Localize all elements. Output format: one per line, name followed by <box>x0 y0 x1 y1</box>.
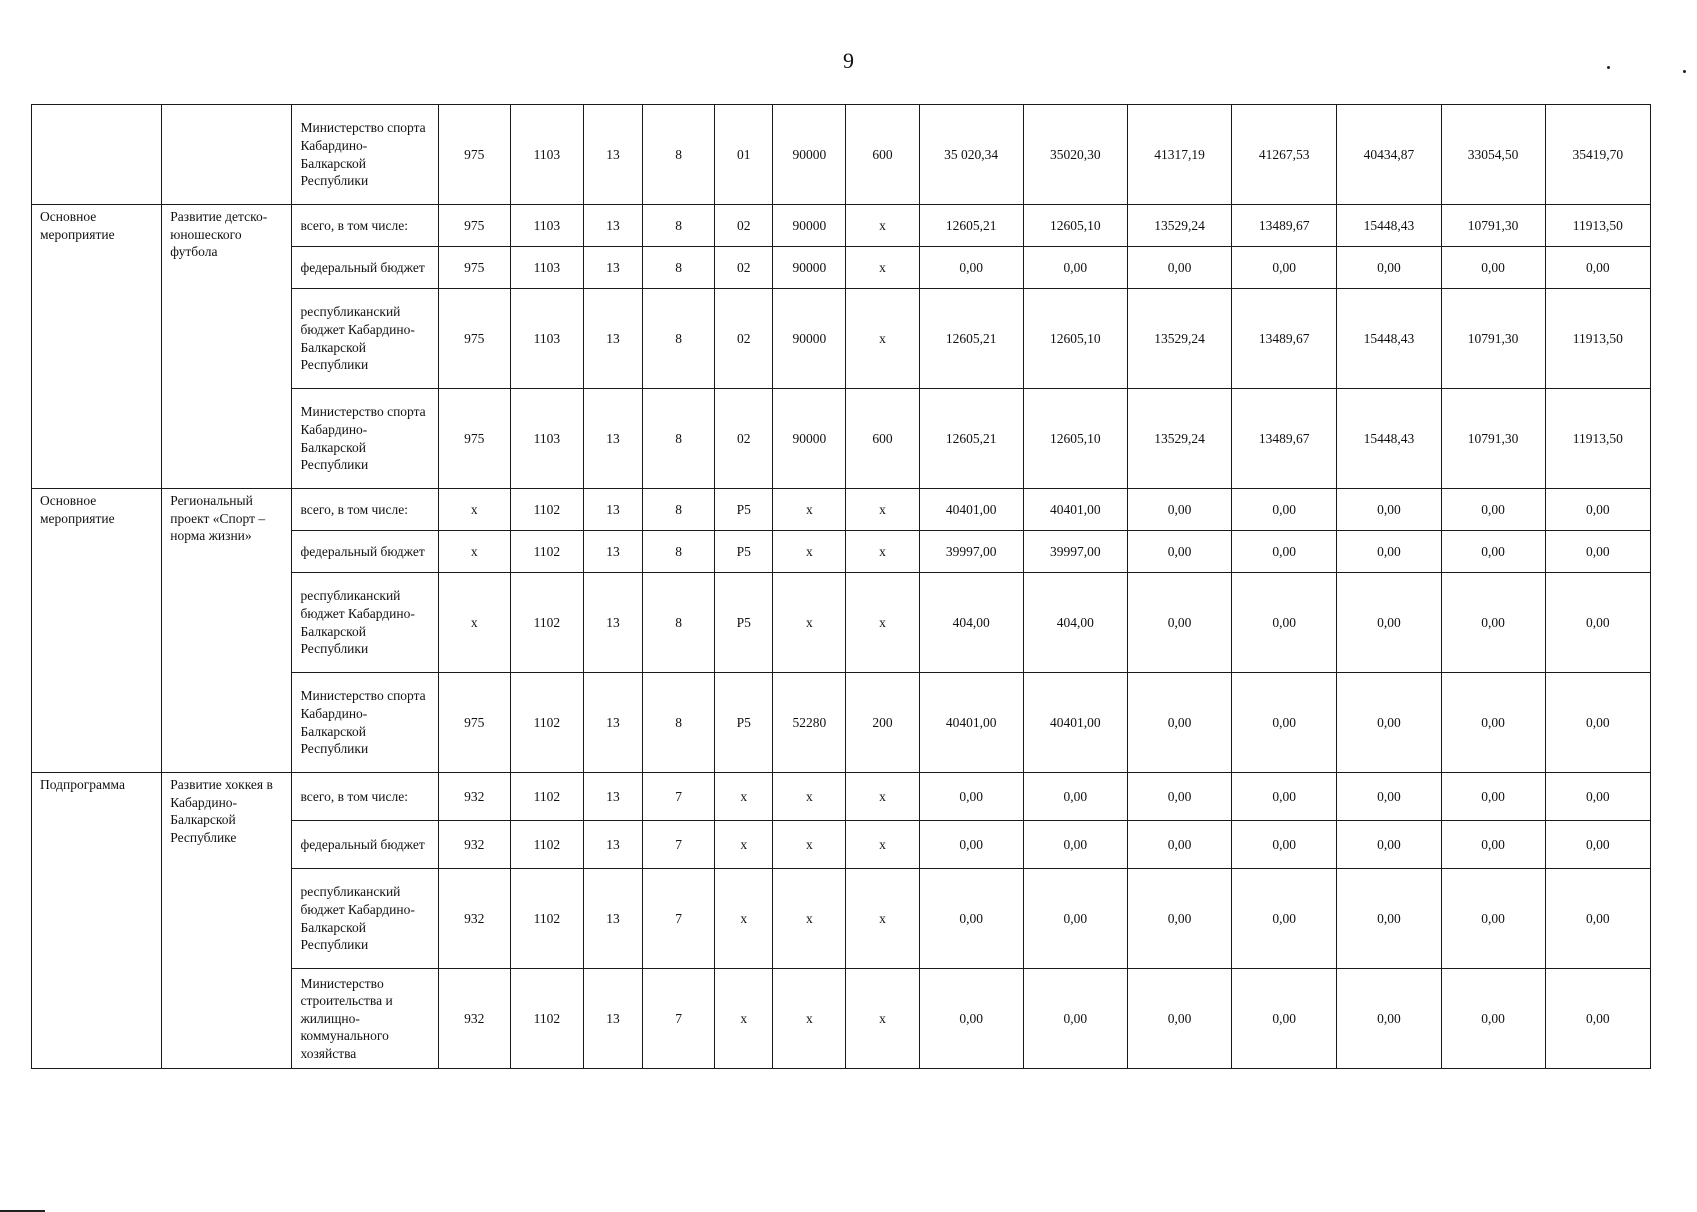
code-cell: 1103 <box>510 247 583 289</box>
amount-cell: 0,00 <box>1441 573 1545 673</box>
amount-cell: 0,00 <box>1127 247 1231 289</box>
funding-source-cell: республиканский бюджет Кабардино-Балкарской Республики <box>292 869 438 969</box>
amount-cell: 41317,19 <box>1127 105 1231 205</box>
code-cell: 932 <box>438 821 510 869</box>
code-cell: Р5 <box>715 673 773 773</box>
code-cell: х <box>773 573 846 673</box>
code-cell: х <box>715 969 773 1069</box>
funding-source-cell: всего, в том числе: <box>292 489 438 531</box>
code-cell: Р5 <box>715 531 773 573</box>
code-cell: 600 <box>846 389 919 489</box>
code-cell: 02 <box>715 247 773 289</box>
amount-cell: 0,00 <box>1127 489 1231 531</box>
code-cell: 13 <box>583 389 642 489</box>
funding-source-cell: всего, в том числе: <box>292 773 438 821</box>
amount-cell: 0,00 <box>1545 673 1650 773</box>
scan-speck <box>1607 66 1610 69</box>
amount-cell: 0,00 <box>919 869 1023 969</box>
code-cell: 8 <box>643 247 715 289</box>
amount-cell: 41267,53 <box>1232 105 1337 205</box>
code-cell: 90000 <box>773 105 846 205</box>
code-cell: 90000 <box>773 205 846 247</box>
amount-cell: 404,00 <box>1023 573 1127 673</box>
amount-cell: 0,00 <box>1232 821 1337 869</box>
code-cell: 02 <box>715 289 773 389</box>
code-cell: 1103 <box>510 205 583 247</box>
amount-cell: 15448,43 <box>1337 289 1441 389</box>
amount-cell: 40434,87 <box>1337 105 1441 205</box>
amount-cell: 12605,10 <box>1023 389 1127 489</box>
group-type-cell: Основное мероприятие <box>32 205 162 489</box>
amount-cell: 0,00 <box>1441 821 1545 869</box>
amount-cell: 0,00 <box>1441 673 1545 773</box>
code-cell: 7 <box>643 821 715 869</box>
amount-cell: 12605,10 <box>1023 289 1127 389</box>
code-cell: 1102 <box>510 773 583 821</box>
amount-cell: 0,00 <box>1127 773 1231 821</box>
code-cell: х <box>846 489 919 531</box>
amount-cell: 0,00 <box>1232 673 1337 773</box>
code-cell: 975 <box>438 673 510 773</box>
code-cell: 90000 <box>773 389 846 489</box>
code-cell: 8 <box>643 573 715 673</box>
group-name-cell <box>162 105 292 205</box>
code-cell: х <box>715 821 773 869</box>
code-cell: 1102 <box>510 573 583 673</box>
code-cell: х <box>438 531 510 573</box>
amount-cell: 11913,50 <box>1545 289 1650 389</box>
amount-cell: 0,00 <box>1441 247 1545 289</box>
code-cell: х <box>846 821 919 869</box>
code-cell: Р5 <box>715 573 773 673</box>
amount-cell: 0,00 <box>1127 573 1231 673</box>
amount-cell: 0,00 <box>1232 869 1337 969</box>
amount-cell: 0,00 <box>1232 531 1337 573</box>
amount-cell: 0,00 <box>1545 573 1650 673</box>
code-cell: 13 <box>583 105 642 205</box>
amount-cell: 0,00 <box>1127 821 1231 869</box>
code-cell: 02 <box>715 205 773 247</box>
amount-cell: 0,00 <box>1337 673 1441 773</box>
code-cell: 8 <box>643 389 715 489</box>
amount-cell: 0,00 <box>1545 821 1650 869</box>
code-cell: 8 <box>643 105 715 205</box>
code-cell: 975 <box>438 205 510 247</box>
code-cell: 13 <box>583 773 642 821</box>
amount-cell: 12605,10 <box>1023 205 1127 247</box>
code-cell: х <box>846 289 919 389</box>
amount-cell: 11913,50 <box>1545 389 1650 489</box>
code-cell: 975 <box>438 389 510 489</box>
code-cell: 1103 <box>510 105 583 205</box>
table-row <box>32 773 1651 821</box>
group-type-cell: Подпрограмма <box>32 773 162 1069</box>
code-cell: Р5 <box>715 489 773 531</box>
code-cell: 1103 <box>510 389 583 489</box>
amount-cell: 0,00 <box>1545 489 1650 531</box>
amount-cell: 39997,00 <box>1023 531 1127 573</box>
code-cell: 1102 <box>510 673 583 773</box>
code-cell: 8 <box>643 673 715 773</box>
amount-cell: 12605,21 <box>919 289 1023 389</box>
amount-cell: 0,00 <box>1232 573 1337 673</box>
amount-cell: 35 020,34 <box>919 105 1023 205</box>
code-cell: 13 <box>583 289 642 389</box>
amount-cell: 0,00 <box>1127 673 1231 773</box>
funding-source-cell: Министерство спорта Кабардино-Балкарской Республики <box>292 673 438 773</box>
funding-source-cell: Министерство строительства и жилищно-коммунального хозяйства <box>292 969 438 1069</box>
amount-cell: 10791,30 <box>1441 389 1545 489</box>
code-cell: х <box>846 573 919 673</box>
amount-cell: 15448,43 <box>1337 205 1441 247</box>
scan-speck <box>1683 70 1686 73</box>
group-type-cell <box>32 105 162 205</box>
code-cell: х <box>846 969 919 1069</box>
funding-source-cell: республиканский бюджет Кабардино-Балкарской Республики <box>292 289 438 389</box>
code-cell: 13 <box>583 247 642 289</box>
amount-cell: 0,00 <box>1441 969 1545 1069</box>
code-cell: х <box>438 573 510 673</box>
amount-cell: 13529,24 <box>1127 389 1231 489</box>
code-cell: 13 <box>583 969 642 1069</box>
amount-cell: 0,00 <box>1545 773 1650 821</box>
code-cell: 932 <box>438 773 510 821</box>
amount-cell: 12605,21 <box>919 205 1023 247</box>
code-cell: х <box>715 773 773 821</box>
code-cell: 13 <box>583 869 642 969</box>
code-cell: 8 <box>643 289 715 389</box>
table-row <box>32 489 1651 531</box>
amount-cell: 0,00 <box>1127 969 1231 1069</box>
funding-source-cell: республиканский бюджет Кабардино-Балкарской Республики <box>292 573 438 673</box>
amount-cell: 0,00 <box>1023 821 1127 869</box>
code-cell: х <box>846 773 919 821</box>
code-cell: х <box>846 869 919 969</box>
code-cell: 1102 <box>510 869 583 969</box>
code-cell: 13 <box>583 489 642 531</box>
amount-cell: 0,00 <box>1441 489 1545 531</box>
code-cell: х <box>715 869 773 969</box>
code-cell: 8 <box>643 489 715 531</box>
amount-cell: 0,00 <box>1127 531 1231 573</box>
amount-cell: 40401,00 <box>1023 673 1127 773</box>
amount-cell: 0,00 <box>1337 869 1441 969</box>
code-cell: х <box>773 773 846 821</box>
amount-cell: 13529,24 <box>1127 289 1231 389</box>
code-cell: х <box>773 969 846 1069</box>
amount-cell: 0,00 <box>1545 969 1650 1069</box>
group-type-cell: Основное мероприятие <box>32 489 162 773</box>
table-row <box>32 205 1651 247</box>
amount-cell: 0,00 <box>1337 247 1441 289</box>
code-cell: 13 <box>583 821 642 869</box>
group-name-cell: Региональный проект «Спорт – норма жизни» <box>162 489 292 773</box>
amount-cell: 13529,24 <box>1127 205 1231 247</box>
code-cell: 932 <box>438 969 510 1069</box>
code-cell: х <box>773 869 846 969</box>
amount-cell: 12605,21 <box>919 389 1023 489</box>
funding-source-cell: Министерство спорта Кабардино-Балкарской Республики <box>292 105 438 205</box>
funding-source-cell: Министерство спорта Кабардино-Балкарской Республики <box>292 389 438 489</box>
amount-cell: 0,00 <box>1337 969 1441 1069</box>
amount-cell: 0,00 <box>1441 869 1545 969</box>
amount-cell: 0,00 <box>1441 531 1545 573</box>
code-cell: 90000 <box>773 247 846 289</box>
code-cell: х <box>846 531 919 573</box>
code-cell: х <box>773 821 846 869</box>
amount-cell: 39997,00 <box>919 531 1023 573</box>
code-cell: х <box>846 205 919 247</box>
code-cell: 13 <box>583 205 642 247</box>
amount-cell: 0,00 <box>1232 489 1337 531</box>
amount-cell: 0,00 <box>1023 869 1127 969</box>
amount-cell: 33054,50 <box>1441 105 1545 205</box>
code-cell: 975 <box>438 289 510 389</box>
amount-cell: 0,00 <box>919 247 1023 289</box>
code-cell: 7 <box>643 969 715 1069</box>
code-cell: 975 <box>438 247 510 289</box>
budget-table <box>31 104 1651 1069</box>
code-cell: 52280 <box>773 673 846 773</box>
funding-source-cell: федеральный бюджет <box>292 247 438 289</box>
amount-cell: 0,00 <box>1127 869 1231 969</box>
code-cell: 90000 <box>773 289 846 389</box>
amount-cell: 0,00 <box>1337 773 1441 821</box>
code-cell: 1102 <box>510 489 583 531</box>
funding-source-cell: федеральный бюджет <box>292 821 438 869</box>
table-row <box>32 105 1651 205</box>
code-cell: х <box>773 489 846 531</box>
amount-cell: 0,00 <box>1337 573 1441 673</box>
amount-cell: 0,00 <box>1232 773 1337 821</box>
code-cell: 01 <box>715 105 773 205</box>
amount-cell: 0,00 <box>919 821 1023 869</box>
amount-cell: 0,00 <box>1337 489 1441 531</box>
amount-cell: 13489,67 <box>1232 205 1337 247</box>
code-cell: 13 <box>583 531 642 573</box>
amount-cell: 10791,30 <box>1441 205 1545 247</box>
amount-cell: 40401,00 <box>919 489 1023 531</box>
table-body <box>32 105 1651 1069</box>
amount-cell: 0,00 <box>919 969 1023 1069</box>
amount-cell: 0,00 <box>1337 821 1441 869</box>
funding-source-cell: федеральный бюджет <box>292 531 438 573</box>
code-cell: 1102 <box>510 969 583 1069</box>
amount-cell: 0,00 <box>1545 247 1650 289</box>
amount-cell: 13489,67 <box>1232 389 1337 489</box>
code-cell: 1102 <box>510 821 583 869</box>
amount-cell: 0,00 <box>1545 869 1650 969</box>
amount-cell: 10791,30 <box>1441 289 1545 389</box>
group-name-cell: Развитие хоккея в Кабардино-Балкарской Республике <box>162 773 292 1069</box>
code-cell: 932 <box>438 869 510 969</box>
group-name-cell: Развитие детско-юношеского футбола <box>162 205 292 489</box>
code-cell: 13 <box>583 673 642 773</box>
code-cell: 7 <box>643 773 715 821</box>
amount-cell: 15448,43 <box>1337 389 1441 489</box>
amount-cell: 35020,30 <box>1023 105 1127 205</box>
code-cell: х <box>438 489 510 531</box>
amount-cell: 13489,67 <box>1232 289 1337 389</box>
code-cell: 8 <box>643 205 715 247</box>
amount-cell: 0,00 <box>1232 969 1337 1069</box>
amount-cell: 11913,50 <box>1545 205 1650 247</box>
amount-cell: 35419,70 <box>1545 105 1650 205</box>
code-cell: 1102 <box>510 531 583 573</box>
code-cell: х <box>846 247 919 289</box>
funding-source-cell: всего, в том числе: <box>292 205 438 247</box>
amount-cell: 0,00 <box>1023 247 1127 289</box>
amount-cell: 0,00 <box>1545 531 1650 573</box>
amount-cell: 40401,00 <box>919 673 1023 773</box>
code-cell: 975 <box>438 105 510 205</box>
code-cell: 200 <box>846 673 919 773</box>
amount-cell: 40401,00 <box>1023 489 1127 531</box>
code-cell: 1103 <box>510 289 583 389</box>
amount-cell: 0,00 <box>1232 247 1337 289</box>
code-cell: х <box>773 531 846 573</box>
code-cell: 02 <box>715 389 773 489</box>
amount-cell: 0,00 <box>919 773 1023 821</box>
page-number: 9 <box>843 48 854 73</box>
code-cell: 600 <box>846 105 919 205</box>
code-cell: 7 <box>643 869 715 969</box>
code-cell: 13 <box>583 573 642 673</box>
amount-cell: 0,00 <box>1023 773 1127 821</box>
amount-cell: 0,00 <box>1441 773 1545 821</box>
amount-cell: 404,00 <box>919 573 1023 673</box>
amount-cell: 0,00 <box>1337 531 1441 573</box>
amount-cell: 0,00 <box>1023 969 1127 1069</box>
code-cell: 8 <box>643 531 715 573</box>
